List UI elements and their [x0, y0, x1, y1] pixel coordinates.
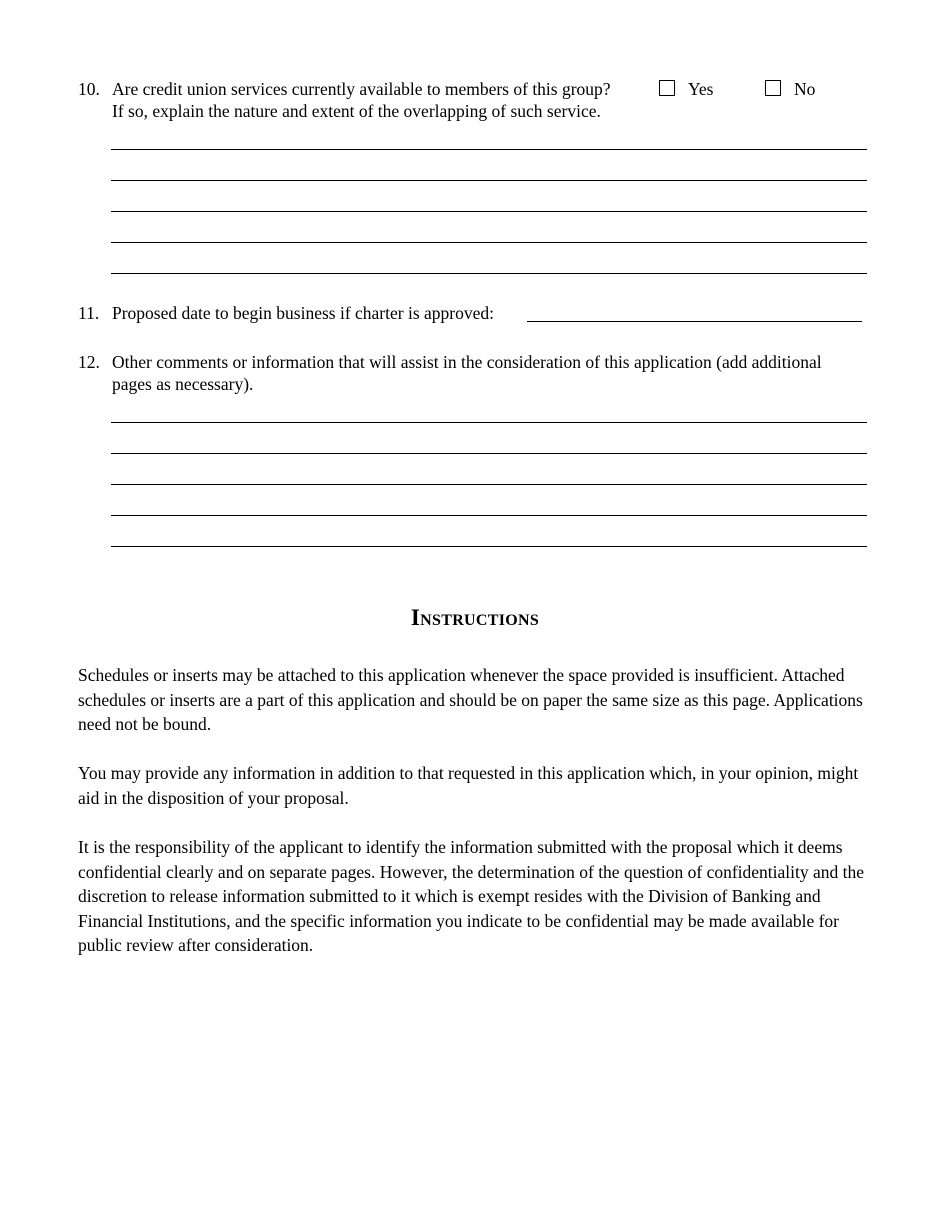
instructions-paragraph-3: It is the responsibility of the applicant to identify the information submitted with the proposal which it deems confidential clearly and on separate pages. However, the determination of the question of confidentiality and the discretion to release information submitted to it which is exempt resides with the Division of Banking and Financial Institutions, and the specific information you indicate to be confidential may be made available for public review after consideration. [78, 837, 865, 956]
question-12-text-line1: Other comments or information that will assist in the consideration of this application (add additional [112, 352, 822, 372]
answer-line-10-3[interactable] [111, 211, 867, 212]
question-12-number: 12. [78, 352, 100, 372]
no-checkbox[interactable] [765, 80, 781, 96]
answer-line-10-4[interactable] [111, 242, 867, 243]
yes-checkbox[interactable] [659, 80, 675, 96]
question-10-followup: If so, explain the nature and extent of the overlapping of such service. [112, 101, 601, 121]
proposed-date-field[interactable] [527, 321, 862, 322]
answer-line-12-2[interactable] [111, 453, 867, 454]
question-10-text: Are credit union services currently available to members of this group? [112, 79, 611, 99]
answer-line-12-5[interactable] [111, 546, 867, 547]
answer-line-10-5[interactable] [111, 273, 867, 274]
answer-line-12-3[interactable] [111, 484, 867, 485]
yes-label: Yes [688, 79, 714, 99]
question-11-text: Proposed date to begin business if charter is approved: [112, 303, 494, 323]
instructions-heading: Instructions [410, 605, 540, 630]
instructions-paragraph-1: Schedules or inserts may be attached to this application whenever the space provided is insufficient. Attached schedules or inserts are a part of this application and should be on paper the same size as this page. Applications need not be bound. [78, 665, 863, 735]
no-label: No [794, 79, 816, 99]
answer-line-12-4[interactable] [111, 515, 867, 516]
answer-line-12-1[interactable] [111, 422, 867, 423]
question-11-number: 11. [78, 303, 100, 323]
question-12-text-line2: pages as necessary). [112, 374, 254, 394]
question-10-number: 10. [78, 79, 100, 99]
instructions-paragraph-2: You may provide any information in addition to that requested in this application which, in your opinion, might aid in the disposition of your proposal. [78, 763, 859, 808]
answer-line-10-1[interactable] [111, 149, 867, 150]
answer-line-10-2[interactable] [111, 180, 867, 181]
